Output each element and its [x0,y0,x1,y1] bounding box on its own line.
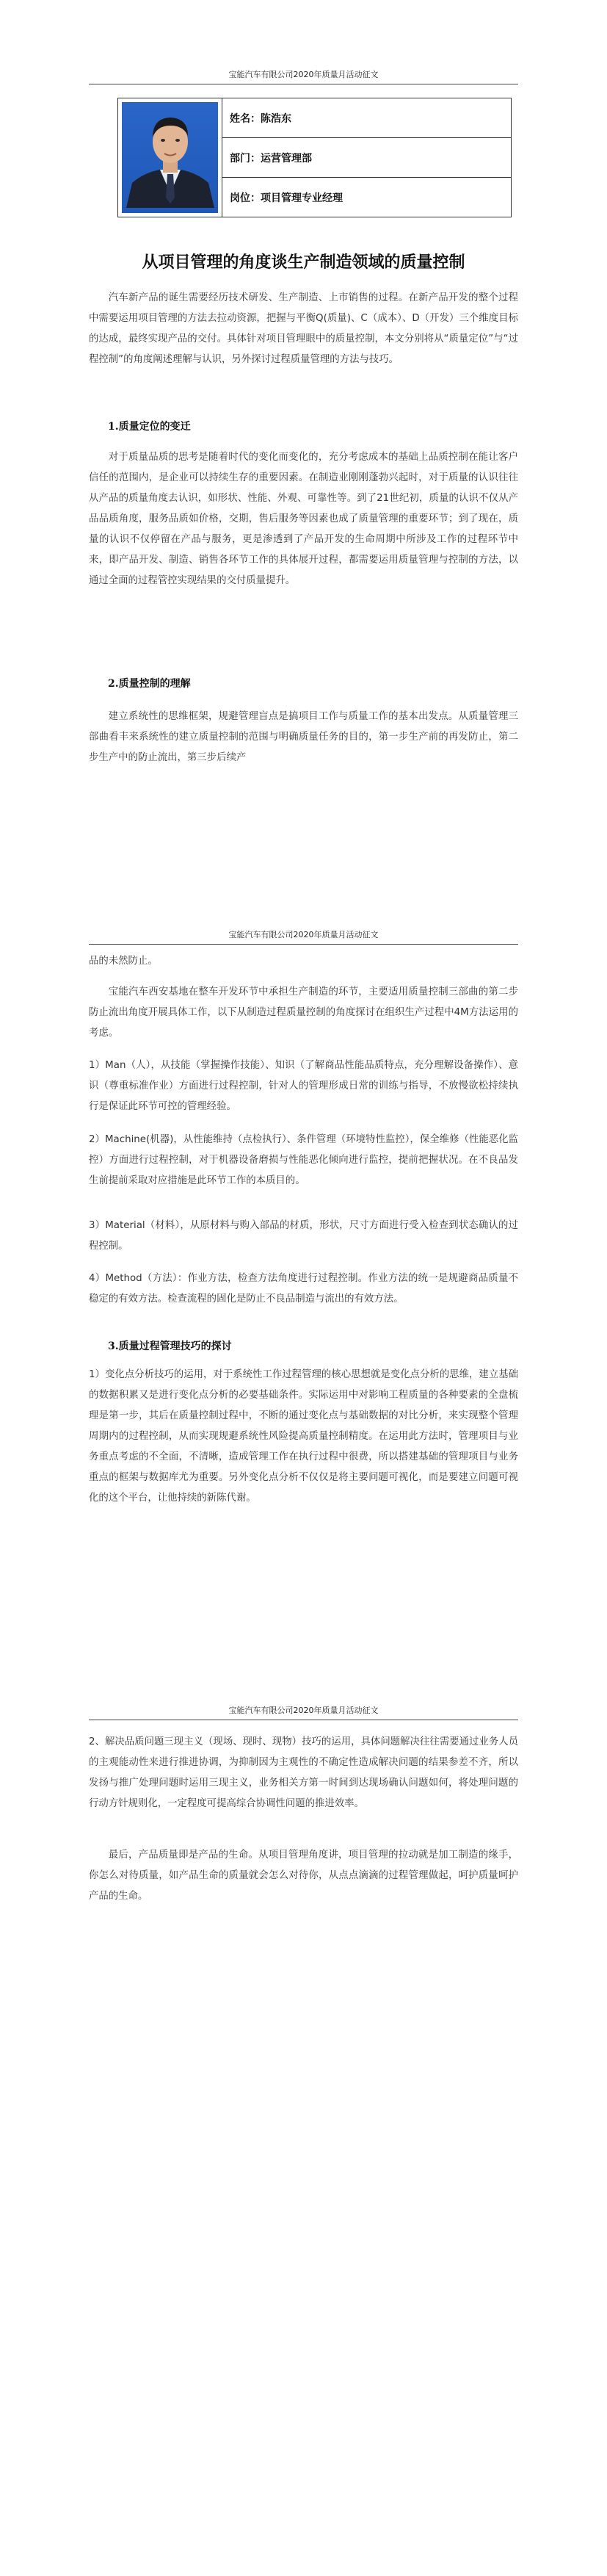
author-profile-table [117,98,512,217]
section-heading-3: 3.质量过程管理技巧的探讨 [108,1341,232,1352]
author-photo [122,102,218,213]
change-point-paragraph: 1）变化点分析技巧的运用，对于系统性工作过程管理的核心思想就是变化点分析的思维，建立基础的数据积累又是进行变化点分析的必要基础条件。实际运用中对影响工程质量的各种要素的全盘梳理是第一步，其后在质量控制过程中，不断的通过变化点与基础数据的对比分析，来实现整个管理周期内的过程控制，从而实现规避系统性风险提高质量控制精度。在运用此方法时，管理项目与业务重点考虑的不全面，不清晰，造成管理工作在执行过程中很费，所以搭建基础的管理项目与业务重点的框架与数据库尤为重要。另外变化点分析不仅仅是将主要问题可视化，而是要建立问题可视化的这个平台，让他持续的新陈代谢。 [89,1369,518,1504]
author-name: 陈浩东 [261,112,291,125]
dept-label: 部门： [230,152,261,165]
article-title: 从项目管理的角度谈生产制造领域的质量控制 [142,253,465,272]
4m-item-man: 1）Man（人），从技能（掌握操作技能）、知识（了解商品性能品质特点，充分理解设备操作）、意识（尊重标准作业）方面进行过程控制，针对人的管理形成日常的训练与指导，不放慢欲松持续执行是保证此环节可控的管理经验。 [89,1060,518,1112]
section-heading-2: 2.质量控制的理解 [108,678,191,690]
author-position: 项目管理专业经理 [261,192,343,204]
author-dept: 运营管理部 [261,152,312,165]
4m-item-method: 4）Method（方法）：作业方法，检查方法角度进行过程控制。作业方法的统一是规避商品质量不稳定的有效方法。检查流程的固化是防止不良品制造与流出的有效方法。 [89,1273,518,1305]
dept-row [222,138,512,178]
page-header: 宝能汽车有限公司2020年质量月活动征文 [89,68,518,84]
three-actual-paragraph: 2、解决品质问题三现主义（现场、现时、现物）技巧的运用，具体问题解决往往需要通过业务人员的主观能动性来进行推进协调，为抑制因为主观性的不确定性造成解决问题的结果参差不齐，所以发扬与推广处理问题时运用三现主义，业务相关方第一时间到达现场确认问题如何，将处理问题的行动方针规则化，一定程度可提高综合协调性问题的推进效率。 [89,1736,518,1809]
base-intro-paragraph: 宝能汽车西安基地在整车开发环节中承担生产制造的环节，主要适用质量控制三部曲的第二步防止流出角度开展具体工作，以下从制造过程质量控制的角度探讨在组织生产过程中4M方法运用的考虑。 [89,986,518,1039]
continued-paragraph: 品的未然防止。 [89,956,158,967]
position-label: 岗位： [230,192,261,204]
4m-item-material: 3）Material（材料），从原材料与购入部品的材质，形状，尺寸方面进行受入检查到状态确认的过程控制。 [89,1220,518,1252]
conclusion-paragraph: 最后，产品质量即是产品的生命。从项目管理角度讲，项目管理的拉动就是加工制造的缘手，你怎么对待质量，如产品生命的质量就会怎么对待你，从点点滴滴的过程管理做起，呵护质量呵护产品的生命。 [89,1850,518,1902]
section-heading-1: 1.质量定位的变迁 [108,421,191,433]
name-label: 姓名： [230,112,261,125]
page-header: 宝能汽车有限公司2020年质量月活动征文 [89,928,518,945]
section-1-paragraph: 对于质量品质的思考是随着时代的变化而变化的，充分考虑成本的基础上品质控制在能让客户信任的范围内，是企业可以持续生存的重要因素。在制造业刚刚蓬勃兴起时，对于质量的认识往往从产品的质量角度去认识，如形状、性能、外观、可靠性等。到了21世纪初，质量的认识不仅从产品品质角度，服务品质如价格，交期，售后服务等因素也成了质量管理的重要环节；到了现在，质量的认识不仅停留在产品与服务，更是渗透到了产品开发的生命周期中所涉及工作的过程环节中来，即产品开发、制造、销售各环节工作的具体展开过程，都需要运用质量管理与控制的方法，以通过全面的过程管控实现结果的交付质量提升。 [89,452,518,586]
section-2-paragraph: 建立系统性的思维框架，规避管理盲点是搞项目工作与质量工作的基本出发点。从质量管理三部曲看丰来系统性的建立质量控制的范围与明确质量任务的目的，第一步生产前的再发防止，第二步生产中的防止流出，第三步后续产 [89,711,518,763]
position-row [222,178,512,217]
4m-item-machine: 2）Machine(机器)，从性能维持（点检执行）、条件管理（环境特性监控），保全维修（性能恶化监控）方面进行过程控制，对于机器设备磨损与性能恶化倾向进行监控，提前把握状况。在不良品发生前提前采取对应措施是此环节工作的本质目的。 [89,1134,518,1186]
intro-paragraph: 汽车新产品的诞生需要经历技术研发、生产制造、上市销售的过程。在新产品开发的整个过程中需要运用项目管理的方法去拉动资源，把握与平衡Q(质量)、C（成本）、D（开发）三个维度目标的达成，最终实现产品的交付。具体针对项目管理眼中的质量控制，本文分别将从“质量定位”与“过程控制”的角度阐述理解与认识，另外探讨过程质量管理的方法与技巧。 [89,292,518,365]
name-row [222,98,512,138]
page-header: 宝能汽车有限公司2020年质量月活动征文 [89,1704,518,1720]
